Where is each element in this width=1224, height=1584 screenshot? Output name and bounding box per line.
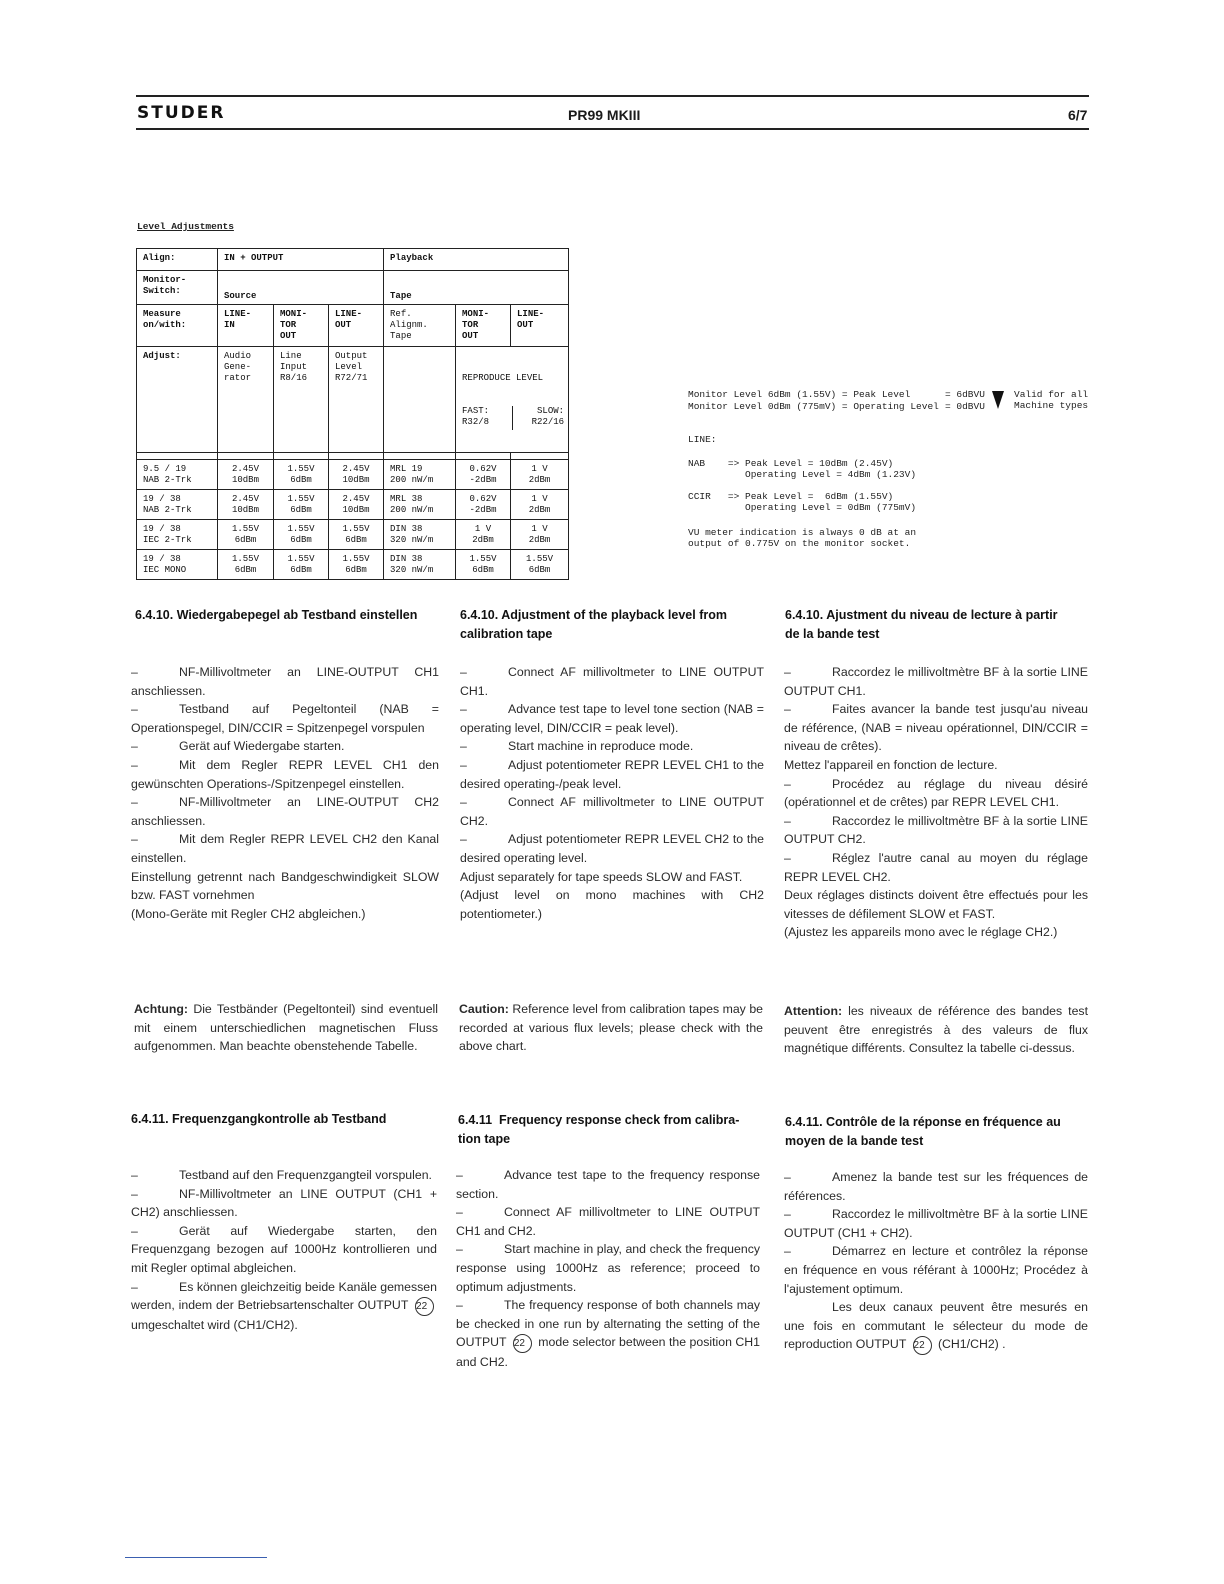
dash-icon: – — [131, 757, 138, 772]
monitor-note-2-value: = 0dBVU — [945, 401, 985, 412]
adjust-cell: Line Input R8/16 — [274, 347, 329, 453]
adjust-label: Adjust: — [137, 347, 218, 453]
paragraph: – Raccordez le millivoltmètre BF à la sortie LINE OUTPUT (CH1 + CH2). — [784, 1207, 1088, 1240]
dash-icon: – — [131, 1279, 138, 1294]
paragraph: – Advance test tape to level tone section (NAB = operating level, DIN/CCIR = peak level). — [460, 702, 764, 735]
paragraph: – Connect AF millivoltmeter to LINE OUTPUT CH1 and CH2. — [456, 1205, 760, 1238]
dash-icon: – — [784, 850, 791, 865]
table-cell: DIN 38 320 nW/m — [384, 520, 456, 550]
table-cell: 1 V 2dBm — [511, 490, 569, 520]
header-rule-top — [136, 95, 1089, 97]
note-text: les niveaux de référence des bandes test peuvent être enregistrés à des valeurs de flux magnétique différents. Consultez la tabelle ci-dessus. — [784, 1004, 1088, 1056]
nab-label: NAB => — [688, 458, 740, 469]
ccir-label: CCIR => — [688, 491, 740, 502]
paragraph: – NF-Millivoltmeter an LINE-OUTPUT CH2 anschliessen. — [131, 795, 439, 828]
paragraph: – NF-Millivoltmeter an LINE OUTPUT (CH1 + CH2) anschliessen. — [131, 1186, 437, 1220]
align-playback: Playback — [384, 249, 569, 271]
ccir-text: Peak Level = 6dBm (1.55V) Operating Level = 0dBm (775mV) — [745, 491, 917, 513]
paragraph: Deux réglages distincts doivent être effectués pour les vitesses de défilement SLOW et FAST. — [784, 888, 1088, 921]
table-row — [137, 305, 569, 347]
paragraph: – Connect AF millivoltmeter to LINE OUTPUT CH1. — [460, 665, 764, 698]
dash-icon: – — [131, 739, 138, 754]
section-title-fr: 6.4.11. Contrôle de la réponse en fréquence au moyen de la bande test — [785, 1115, 1061, 1148]
table-cell: 1.55V 6dBm — [274, 520, 329, 550]
paragraph: – Mit dem Regler REPR LEVEL CH2 den Kanal einstellen. — [131, 832, 439, 865]
dash-icon: – — [131, 665, 138, 679]
paragraph: – Connect AF millivoltmeter to LINE OUTPUT CH2. — [460, 795, 764, 828]
note-en — [459, 1000, 763, 1056]
column-de-2 — [131, 1166, 437, 1335]
table-cell: MRL 38 200 nW/m — [384, 490, 456, 520]
note-text: Die Testbänder (Pegeltonteil) sind eventuell mit einem unterschiedlichen magnetischen Fluss aufgenommen. Man beachte obenstehende Tabelle. — [134, 1002, 438, 1054]
table-cell: 2.45V 10dBm — [329, 490, 384, 520]
reproduce-level-split — [456, 406, 568, 430]
paragraph: – Advance test tape to the frequency response section. — [456, 1168, 760, 1201]
dash-icon: – — [784, 1207, 791, 1222]
dash-icon: – — [784, 776, 791, 791]
table-cell: 1.55V 6dBm — [218, 520, 274, 550]
column-fr-2 — [784, 1168, 1088, 1355]
measure-cell: LINE- OUT — [511, 305, 569, 347]
circled-number-icon: 22 — [513, 1334, 532, 1353]
dash-icon: – — [784, 813, 791, 828]
paragraph: (Adjust level on mono machines with CH2 potentiometer.) — [460, 888, 764, 921]
note-label: Caution: — [459, 1002, 509, 1016]
dash-icon: – — [460, 757, 467, 772]
note-de — [134, 1000, 438, 1056]
dash-icon: – — [456, 1205, 463, 1220]
reproduce-slow: SLOW: R22/16 — [531, 406, 565, 427]
page-number: 6/7 — [1068, 107, 1088, 123]
column-en-2 — [456, 1166, 760, 1372]
monitor-note-1-value: = 6dBVU — [945, 389, 985, 400]
dash-icon: – — [460, 739, 467, 754]
column-en-1 — [460, 663, 764, 923]
table-spacer-row — [137, 453, 569, 460]
reproduce-level-title: REPRODUCE LEVEL — [462, 373, 544, 383]
dash-icon: – — [131, 1168, 138, 1182]
table-row — [137, 271, 569, 305]
paragraph: – Adjust potentiometer REPR LEVEL CH2 to the desired operating level. — [460, 832, 764, 865]
measure-cell: Ref. Alignm. Tape — [384, 305, 456, 347]
brace-arrow-icon — [992, 391, 1004, 414]
adjust-empty — [384, 347, 456, 453]
measure-label: Measure on/with: — [137, 305, 218, 347]
dash-icon: – — [456, 1168, 463, 1182]
section-title-en: 6.4.11 Frequency response check from calibra- tion tape — [458, 1113, 740, 1146]
dash-icon: – — [460, 702, 467, 717]
table-cell: 0.62V -2dBm — [456, 460, 511, 490]
align-label: Align: — [137, 249, 218, 271]
paragraph: (Ajustez les appareils mono avec le réglage CH2.) — [784, 925, 1058, 940]
paragraph: Les deux canaux peuvent être mesurés en une fois en commutant le sélecteur du mode de reproduction OUTPUT 22 (CH1/CH2) . — [784, 1298, 1088, 1355]
paragraph: – Start machine in play, and check the frequency response using 1000Hz as reference; proceed to optimum adjustments. — [456, 1242, 760, 1294]
paragraph: – Adjust potentiometer REPR LEVEL CH1 to the desired operating-/peak level. — [460, 757, 764, 791]
paragraph: – Testband auf Pegeltonteil (NAB = Operationspegel, DIN/CCIR = Spitzenpegel vorspulen — [131, 702, 439, 735]
measure-cell: LINE- IN — [218, 305, 274, 347]
column-de-1 — [131, 663, 439, 923]
reproduce-level-cell — [456, 347, 569, 453]
measure-cell: MONI- TOR OUT — [456, 305, 511, 347]
table-title: Level Adjustments — [137, 221, 234, 232]
table-cell: 19 / 38 IEC 2-Trk — [137, 520, 218, 550]
table-cell: 0.62V -2dBm — [456, 490, 511, 520]
paragraph: – The frequency response of both channels may be checked in one run by alternating the setting of the OUTPUT 22 mode selector between the position CH1 and CH2. — [456, 1298, 760, 1370]
paragraph: Einstellung getrennt nach Bandgeschwindigkeit SLOW bzw. FAST vornehmen — [131, 869, 439, 903]
paragraph: – Mit dem Regler REPR LEVEL CH1 den gewünschten Operations-/Spitzenpegel einstellen. — [131, 757, 439, 791]
dash-icon: – — [131, 1186, 138, 1201]
table-cell: 1.55V 6dBm — [329, 550, 384, 580]
paragraph: (Mono-Geräte mit Regler CH2 abgleichen.) — [131, 906, 366, 921]
table-cell: 2.45V 10dBm — [218, 490, 274, 520]
table-cell: 1.55V 6dBm — [218, 550, 274, 580]
paragraph: Mettez l'appareil en fonction de lecture. — [784, 757, 998, 772]
align-in-output: IN + OUTPUT — [218, 249, 384, 271]
table-cell: 1 V 2dBm — [456, 520, 511, 550]
column-fr-1 — [784, 663, 1088, 942]
paragraph: – Faites avancer la bande test jusqu'au niveau de référence, (NAB = niveau opérationnel, DIN/CCIR = niveau de crêtes). — [784, 702, 1088, 754]
dash-icon: – — [784, 702, 791, 717]
section-title-en: 6.4.10. Adjustment of the playback level from calibration tape — [460, 608, 727, 641]
dash-icon: – — [460, 795, 467, 810]
paragraph: – Démarrez en lecture et contrôlez la réponse en fréquence en vous référant à 1000Hz; Procédez à l'ajustement optimum. — [784, 1244, 1088, 1296]
paragraph: – Raccordez le millivoltmètre BF à la sortie LINE OUTPUT CH2. — [784, 813, 1088, 847]
note-text: Reference level from calibration tapes may be recorded at various flux levels; please check with the above chart. — [459, 1002, 763, 1054]
circled-number-icon: 22 — [913, 1336, 932, 1355]
paragraph: – Procédez au réglage du niveau désiré (opérationnel et de crêtes) par REPR LEVEL CH1. — [784, 776, 1088, 810]
table-row — [137, 550, 569, 580]
table-cell: 9.5 / 19 NAB 2-Trk — [137, 460, 218, 490]
table-cell: 19 / 38 NAB 2-Trk — [137, 490, 218, 520]
vu-note: VU meter indication is always 0 dB at an output of 0.775V on the monitor socket. — [688, 527, 917, 549]
monitor-source: Source — [218, 271, 384, 305]
dash-icon: – — [784, 665, 791, 679]
adjust-cell: Output Level R72/71 — [329, 347, 384, 453]
table-cell: 1.55V 6dBm — [511, 550, 569, 580]
monitor-note-2: Monitor Level 0dBm (775mV) = Operating Level — [688, 401, 939, 412]
paragraph: – NF-Millivoltmeter an LINE-OUTPUT CH1 anschliessen. — [131, 665, 439, 698]
monitor-tape: Tape — [384, 271, 569, 305]
table-row — [137, 520, 569, 550]
footer-rule — [125, 1557, 267, 1558]
line-label: LINE: — [688, 434, 717, 445]
model-title: PR99 MKIII — [568, 107, 641, 123]
table-row — [137, 490, 569, 520]
level-table — [136, 248, 569, 580]
nab-text: Peak Level = 10dBm (2.45V) Operating Level = 4dBm (1.23V) — [745, 458, 917, 480]
section-title-de: 6.4.10. Wiedergabepegel ab Testband einstellen — [135, 608, 418, 622]
table-cell: 19 / 38 IEC MONO — [137, 550, 218, 580]
note-label: Achtung: — [134, 1002, 188, 1016]
paragraph: – Gerät auf Wiedergabe starten. — [131, 737, 439, 756]
table-cell: 1.55V 6dBm — [274, 460, 329, 490]
table-cell: 2.45V 10dBm — [218, 460, 274, 490]
paragraph: – Réglez l'autre canal au moyen du réglage REPR LEVEL CH2. — [784, 850, 1088, 884]
dash-icon: – — [784, 1244, 791, 1259]
header-rule-bottom — [136, 128, 1089, 130]
table-cell: 1.55V 6dBm — [329, 520, 384, 550]
table-cell: 1.55V 6dBm — [456, 550, 511, 580]
dash-icon: – — [784, 1170, 791, 1184]
dash-icon: – — [460, 832, 467, 847]
dash-icon: – — [131, 702, 138, 717]
brand-logo: STUDER — [137, 103, 226, 123]
note-fr — [784, 1002, 1088, 1058]
section-title-fr: 6.4.10. Ajustment du niveau de lecture à partir de la bande test — [785, 608, 1058, 641]
measure-cell: LINE- OUT — [329, 305, 384, 347]
dash-icon: – — [460, 665, 467, 679]
reproduce-fast: FAST: R32/8 — [456, 406, 513, 430]
paragraph: – Es können gleichzeitig beide Kanäle gemessen werden, indem der Betriebsartenschalter OUTPUT 22 umgeschaltet wird (CH1/CH2). — [131, 1279, 437, 1333]
paragraph: – Start machine in reproduce mode. — [460, 737, 764, 756]
paragraph: – Amenez la bande test sur les fréquences de références. — [784, 1170, 1088, 1203]
measure-cell: MONI- TOR OUT — [274, 305, 329, 347]
table-cell: 1.55V 6dBm — [274, 550, 329, 580]
adjust-cell: Audio Gene- rator — [218, 347, 274, 453]
paragraph: Adjust separately for tape speeds SLOW and FAST. — [460, 869, 743, 884]
table-cell: MRL 19 200 nW/m — [384, 460, 456, 490]
dash-icon: – — [456, 1298, 463, 1313]
section-title-de: 6.4.11. Frequenzgangkontrolle ab Testband — [131, 1112, 387, 1126]
valid-note: Valid for all Machine types — [1014, 389, 1089, 411]
dash-icon: – — [131, 1223, 138, 1238]
note-label: Attention: — [784, 1004, 843, 1018]
table-cell: 1 V 2dBm — [511, 520, 569, 550]
paragraph: – Gerät auf Wiedergabe starten, den Frequenzgang bezogen auf 1000Hz kontrollieren und mit Regler optimal abgleichen. — [131, 1223, 437, 1275]
circled-number-icon: 22 — [415, 1297, 434, 1316]
table-cell: 1 V 2dBm — [511, 460, 569, 490]
table-row — [137, 347, 569, 453]
table-cell: 1.55V 6dBm — [274, 490, 329, 520]
dash-icon: – — [456, 1242, 463, 1257]
monitor-note-1: Monitor Level 6dBm (1.55V) = Peak Level — [688, 389, 911, 400]
table-row — [137, 249, 569, 271]
dash-icon: – — [131, 795, 138, 810]
paragraph: – Testband auf den Frequenzgangteil vorspulen. — [131, 1166, 437, 1185]
table-cell: DIN 38 320 nW/m — [384, 550, 456, 580]
dash-icon: – — [131, 832, 138, 847]
paragraph: – Raccordez le millivoltmètre BF à la sortie LINE OUTPUT CH1. — [784, 665, 1088, 698]
table-cell: 2.45V 10dBm — [329, 460, 384, 490]
table-row — [137, 460, 569, 490]
monitor-label: Monitor- Switch: — [137, 271, 218, 305]
